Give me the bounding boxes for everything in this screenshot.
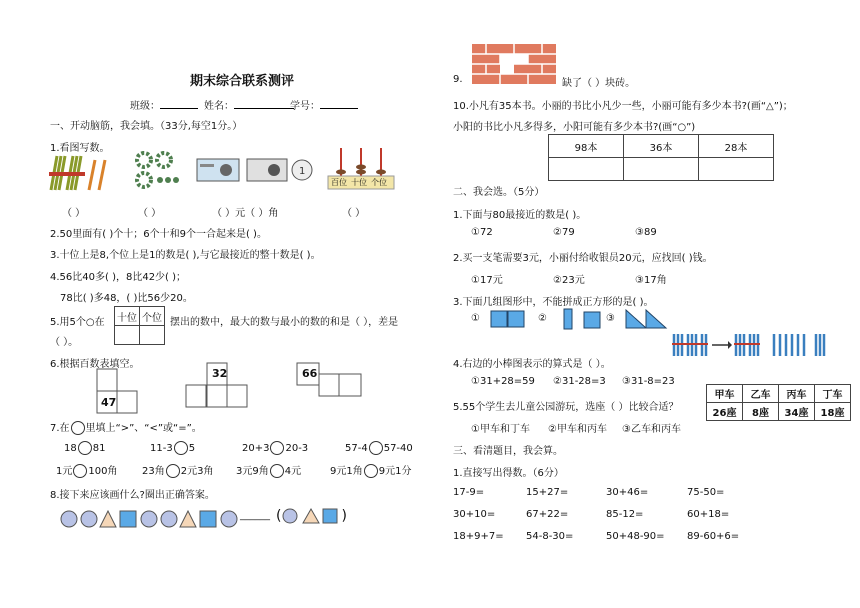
shapes-option-1-icon	[490, 310, 526, 328]
q5-ones-cell: 个位	[140, 307, 165, 326]
q5c-text: （ ）。	[50, 337, 79, 348]
q7-row2-item3: 3元9角 4元	[236, 466, 302, 477]
compare-blank[interactable]	[270, 441, 284, 455]
car-head-yi: 乙车	[743, 385, 779, 403]
s2q2-opt3[interactable]: ③17角	[635, 275, 667, 286]
s2q4-opt1[interactable]: ①31+28=59	[471, 376, 535, 387]
s2q3-opt2[interactable]: ②	[538, 313, 547, 324]
q1-blank-4[interactable]: （ ）	[342, 208, 366, 219]
class-label: 班级：	[130, 97, 198, 112]
s2q2-opt1[interactable]: ①17元	[471, 275, 503, 286]
calc-r3c3[interactable]: 50+48-90=	[606, 531, 665, 542]
car-seat-table	[706, 384, 851, 421]
banknote-coin-icon	[246, 158, 316, 182]
abacus-label-ones: 个位	[371, 178, 387, 187]
book-option-28: 28本	[699, 135, 774, 158]
q1-blank-1[interactable]: （ ）	[62, 208, 86, 219]
page-title: 期末综合联系测评	[190, 74, 295, 89]
compare-blank[interactable]	[270, 464, 284, 478]
q2-text: 2.50里面有( )个十；6个十和9个一合起来是( )。	[50, 229, 267, 240]
car-seat-bing: 34座	[779, 403, 815, 421]
s2q3-opt3[interactable]: ③	[606, 313, 615, 324]
bead-rings-icon	[132, 150, 182, 190]
calc-r2c1[interactable]: 30+10=	[453, 509, 496, 520]
s2q3-text: 3.下面几组图形中，不能拼成正方形的是( )。	[453, 297, 654, 308]
q9-text: 缺了（ ）块砖。	[562, 78, 636, 89]
s2q1-opt2[interactable]: ②79	[553, 227, 575, 238]
s2q3-opt1[interactable]: ①	[471, 313, 480, 324]
s2q2-text: 2.买一支笔需要3元，小丽付给收银员20元，应找回( )钱。	[453, 253, 713, 264]
s2q4-opt3[interactable]: ③31-8=23	[622, 376, 675, 387]
compare-blank[interactable]	[166, 464, 180, 478]
q8-text: 8.接下来应该画什么?圈出正确答案。	[50, 490, 215, 501]
section2-heading: 二、我会选。（5分）	[453, 187, 545, 198]
s2q5-text: 5.55个学生去儿童公园游玩，选座（ ）比较合适？	[453, 402, 679, 413]
s2q5-opt3[interactable]: ③乙车和丙车	[622, 424, 681, 435]
compare-blank[interactable]	[174, 441, 188, 455]
s3q1-text: 1.直接写出得数。（6分）	[453, 468, 564, 479]
section1-heading: 一、开动脑筋，我会填。（33分,每空1分。）	[50, 121, 243, 132]
q1-text: 1.看图写数。	[50, 143, 110, 154]
banknote-icon	[196, 158, 240, 182]
calc-r1c3[interactable]: 30+46=	[606, 487, 649, 498]
q5-tens-cell: 十位	[115, 307, 140, 326]
stick-diagram-image	[670, 332, 830, 358]
name-label: 姓名：	[204, 97, 294, 112]
hundred-chart-number-66: 66	[302, 367, 318, 380]
q7-row2-item4: 9元1角 9元1分	[330, 466, 412, 477]
mark-cell[interactable]	[624, 158, 699, 181]
q10a-text: 10.小凡有35本书。小丽的书比小凡少一些，小丽可能有多少本书?(画“△”)；	[453, 101, 793, 112]
calc-r2c4[interactable]: 60+18=	[687, 509, 730, 520]
car-seat-jia: 26座	[707, 403, 743, 421]
calc-r3c1[interactable]: 18+9+7=	[453, 531, 504, 542]
q7-text: 7.在 里填上“>”、“<”或“=”。	[50, 423, 202, 434]
s2q1-opt3[interactable]: ③89	[635, 227, 657, 238]
s2q4-opt2[interactable]: ②31-28=3	[553, 376, 606, 387]
s2q5-opt1[interactable]: ①甲车和丁车	[471, 424, 530, 435]
s2q5-opt2[interactable]: ②甲车和丙车	[548, 424, 607, 435]
q7-row2-item2: 23角 2元3角	[142, 466, 214, 477]
calc-r2c2[interactable]: 67+22=	[526, 509, 569, 520]
q8-blank[interactable]: ______	[240, 510, 270, 521]
section3-heading: 三、看清题目，我会算。	[453, 446, 563, 457]
s2q2-opt2[interactable]: ②23元	[553, 275, 585, 286]
brick-wall-image	[472, 44, 556, 84]
shapes-option-3-icon	[624, 308, 668, 330]
q7-row1-item2: 11-3 5	[150, 443, 196, 454]
q5a-text: 5.用5个○在	[50, 317, 105, 328]
calc-r3c2[interactable]: 54-8-30=	[526, 531, 574, 542]
calc-r1c2[interactable]: 15+27=	[526, 487, 569, 498]
calc-r3c4[interactable]: 89-60+6=	[687, 531, 740, 542]
mark-cell[interactable]	[549, 158, 624, 181]
book-option-98: 98本	[549, 135, 624, 158]
calc-r2c3[interactable]: 85-12=	[606, 509, 644, 520]
calc-r1c1[interactable]: 17-9=	[453, 487, 485, 498]
svg-text:1: 1	[299, 166, 306, 177]
compare-blank[interactable]	[78, 441, 92, 455]
q10b-text: 小阳的书比小凡多得多，小阳可能有多少本书?(画“○”)	[453, 122, 696, 133]
car-seat-ding: 18座	[815, 403, 851, 421]
q5b-text: 摆出的数中，最大的数与最小的数的和是（ ），差是	[170, 317, 399, 328]
q1-blank-2[interactable]: （ ）	[138, 208, 162, 219]
s2q4-text: 4.右边的小棒图表示的算式是（ ）。	[453, 359, 611, 370]
book-option-36: 36本	[624, 135, 699, 158]
s2q1-text: 1.下面与80最接近的数是( )。	[453, 210, 587, 221]
shapes-option-2-icon	[558, 308, 608, 330]
id-label: 学号：	[290, 97, 358, 112]
q9-number: 9.	[453, 74, 463, 85]
hundred-chart-number-47: 47	[101, 396, 117, 409]
q7-row1-item1: 18 81	[64, 443, 106, 454]
q7-row2-item1: 1元 100角	[56, 466, 118, 477]
calc-r1c4[interactable]: 75-50=	[687, 487, 725, 498]
abacus-label-tens: 十位	[351, 178, 367, 187]
compare-blank[interactable]	[73, 464, 87, 478]
q3-text: 3.十位上是8,个位上是1的数是( ),与它最接近的整十数是( )。	[50, 250, 321, 261]
compare-blank[interactable]	[369, 441, 383, 455]
mark-cell[interactable]	[699, 158, 774, 181]
abacus-label-hundreds: 百位	[331, 178, 347, 187]
car-head-jia: 甲车	[707, 385, 743, 403]
car-head-bing: 丙车	[779, 385, 815, 403]
hundred-chart-number-32: 32	[212, 367, 228, 380]
q7-row1-item4: 57-4 57-40	[345, 443, 413, 454]
q8-options[interactable]: ( )	[276, 508, 347, 524]
q5-place-table	[114, 306, 165, 345]
car-head-ding: 丁车	[815, 385, 851, 403]
q6-text: 6.根据百数表填空。	[50, 359, 140, 370]
compare-blank[interactable]	[364, 464, 378, 478]
q10-book-table	[548, 134, 774, 181]
q7-row1-item3: 20+3 20-3	[242, 443, 309, 454]
s2q1-opt1[interactable]: ①72	[471, 227, 493, 238]
sticks-bundle-icon	[45, 152, 115, 192]
q4a-text: 4.56比40多( )，8比42少( )；	[50, 272, 187, 283]
compare-circle-icon	[71, 421, 85, 435]
car-seat-yi: 8座	[743, 403, 779, 421]
q4b-text: 78比( )多48，( )比56少20。	[60, 293, 193, 304]
q1-blank-3[interactable]: （ ）元（ ）角	[212, 208, 279, 219]
